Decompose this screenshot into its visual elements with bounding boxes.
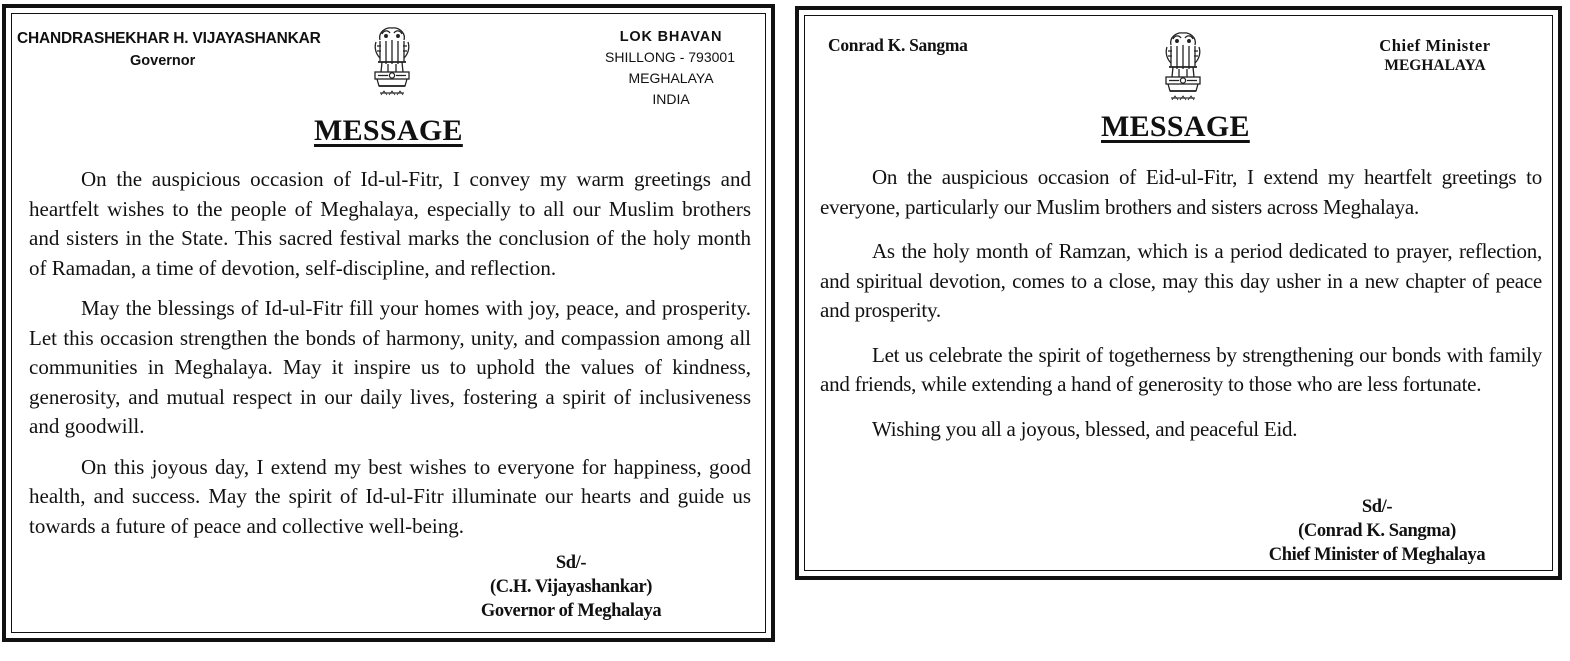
cm-designation-line1: Chief Minister	[1379, 36, 1491, 55]
governor-paragraph-2: May the blessings of Id-ul-Fitr fill your homes with joy, peace, and prosperity. Let this occasion strengthen the bonds of harmony, unity, and compassion among all communities in Meghalaya. May it inspire us to uphold the values of kindness, generosity, and mutual respect in our daily lives, fostering a spirit of inclusiveness and goodwill.	[29, 296, 751, 438]
governor-signature-sd: Sd/-	[555, 553, 587, 573]
cm-message-title: MESSAGE	[1101, 110, 1250, 143]
governor-paragraph-1: On the auspicious occasion of Id-ul-Fitr, I convey my warm greetings and heartfelt wishes to the people of Meghalaya, especially to all our Muslim brothers and sisters in the State. This sacred festival marks the conclusion of the holy month of Ramadan, a time of devotion, self-discipline, and reflection.	[29, 167, 751, 280]
governor-message-body	[29, 165, 751, 541]
cm-message-body	[820, 163, 1542, 444]
governor-designation: Governor	[130, 53, 196, 69]
cm-signature-designation: Chief Minister of Meghalaya	[1268, 545, 1486, 565]
national-emblem-icon	[366, 24, 418, 100]
cm-paragraph-4: Wishing you all a joyous, blessed, and peaceful Eid.	[872, 416, 1298, 441]
governor-signature-designation: Governor of Meghalaya	[480, 601, 662, 621]
governor-address-line3: MEGHALAYA	[628, 70, 714, 86]
cm-paragraph-2: As the holy month of Ramzan, which is a period dedicated to prayer, reflection, and spiritual devotion, comes to a close, may this day usher in a new chapter of peace and prosperity.	[820, 239, 1542, 322]
cm-designation-line2: MEGHALAYA	[1384, 57, 1486, 74]
cm-signature-block	[1239, 495, 1515, 567]
governor-signature-block	[462, 551, 680, 623]
cm-signature-sd: Sd/-	[1361, 497, 1393, 517]
national-emblem-icon	[1157, 29, 1209, 105]
governor-address-line2: SHILLONG - 793001	[605, 49, 735, 65]
cm-paragraph-1: On the auspicious occasion of Eid-ul-Fitr, I extend my heartfelt greetings to everyone, particularly our Muslim brothers and sisters across Meghalaya.	[820, 165, 1542, 219]
governor-paragraph-3: On this joyous day, I extend my best wishes to everyone for happiness, good health, and success. May the spirit of Id-ul-Fitr illuminate our hearts and guide us towards a future of peace and collective well-being.	[29, 454, 751, 538]
cm-message-card	[795, 6, 1562, 580]
governor-address-line1: LOK BHAVAN	[619, 29, 723, 45]
governor-address-line4: INDIA	[652, 91, 690, 107]
governor-message-title: MESSAGE	[314, 114, 463, 147]
governor-signature-name: (C.H. Vijayashankar)	[489, 577, 653, 597]
governor-message-card	[2, 4, 775, 642]
governor-name: CHANDRASHEKHAR H. VIJAYASHANKAR	[17, 30, 321, 47]
cm-paragraph-3: Let us celebrate the spirit of togetherness by strengthening our bonds with family and friends, while extending a hand of generosity to those who are less fortunate.	[820, 342, 1542, 396]
cm-signature-name: (Conrad K. Sangma)	[1298, 521, 1456, 541]
cm-name: Conrad K. Sangma	[828, 35, 968, 55]
